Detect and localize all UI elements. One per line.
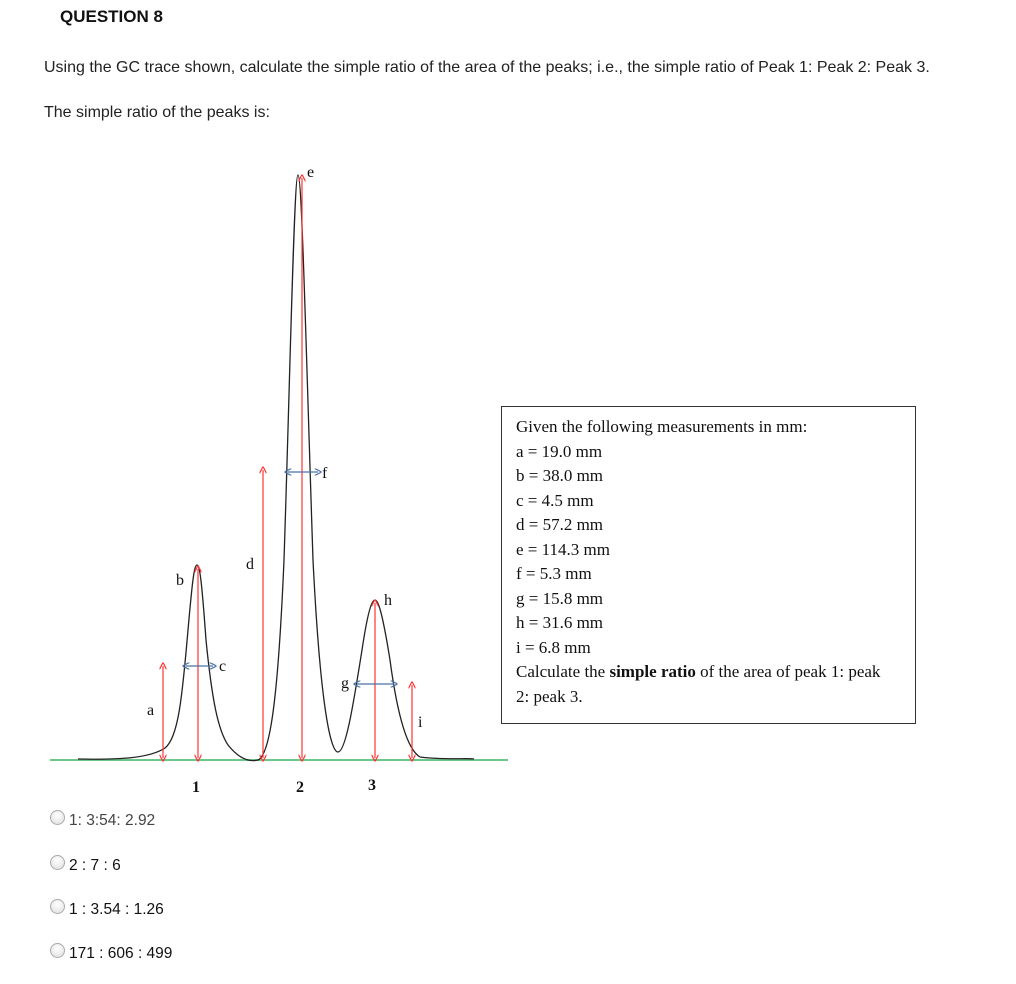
radio-button[interactable] — [50, 943, 65, 958]
peak-label-3: 3 — [368, 777, 376, 794]
radio-button[interactable] — [50, 899, 65, 914]
answer-option-4[interactable] — [50, 945, 172, 963]
answer-option-2[interactable] — [50, 857, 121, 875]
label-d: d — [246, 556, 254, 573]
label-h: h — [384, 592, 392, 609]
option-label: 2 : 7 : 6 — [69, 857, 121, 874]
calc-bold: simple ratio — [609, 662, 696, 681]
radio-button[interactable] — [50, 855, 65, 870]
calc-post: of the area of peak 1: peak 2: peak 3. — [516, 662, 881, 706]
label-a: a — [147, 702, 155, 719]
measurement-d: d = 57.2 mm — [516, 515, 604, 534]
option-label: 1: 3:54: 2.92 — [69, 812, 156, 829]
measurements-heading: Given the following measurements in mm: — [516, 417, 808, 436]
answer-option-1[interactable] — [50, 812, 155, 830]
measurement-c: c = 4.5 mm — [516, 490, 594, 510]
question-text: Using the GC trace shown, calculate the simple ratio of the area of the peaks; i.e., the simple ratio of Peak 1: Peak 2: Peak 3. — [44, 59, 930, 76]
label-c: c — [219, 658, 227, 675]
question-prompt: The simple ratio of the peaks is: — [44, 104, 270, 121]
option-label: 171 : 606 : 499 — [69, 945, 173, 962]
answer-option-3[interactable] — [50, 901, 164, 919]
radio-button[interactable] — [50, 810, 65, 825]
measurement-a: a = 19.0 mm — [516, 441, 603, 461]
measurement-b: b = 38.0 mm — [516, 466, 604, 485]
label-i: i — [418, 714, 423, 731]
question-title: QUESTION 8 — [60, 7, 163, 26]
label-e: e — [307, 164, 315, 181]
peak-label-1: 1 — [192, 779, 200, 796]
chromatogram-trace — [78, 175, 474, 761]
measurement-g: g = 15.8 mm — [516, 588, 604, 608]
measurement-h: h = 31.6 mm — [516, 613, 604, 632]
calc-instruction — [516, 660, 886, 709]
measurement-i: i = 6.8 mm — [516, 637, 591, 657]
label-f: f — [322, 465, 328, 482]
measurement-f: f = 5.3 mm — [516, 564, 592, 583]
label-b: b — [176, 572, 184, 589]
peak-label-2: 2 — [296, 779, 304, 796]
calc-pre: Calculate the — [516, 662, 610, 681]
option-label: 1 : 3.54 : 1.26 — [69, 901, 164, 918]
label-g: g — [341, 675, 349, 692]
measurements-box — [501, 406, 916, 724]
measurement-e: e = 114.3 mm — [516, 539, 610, 559]
